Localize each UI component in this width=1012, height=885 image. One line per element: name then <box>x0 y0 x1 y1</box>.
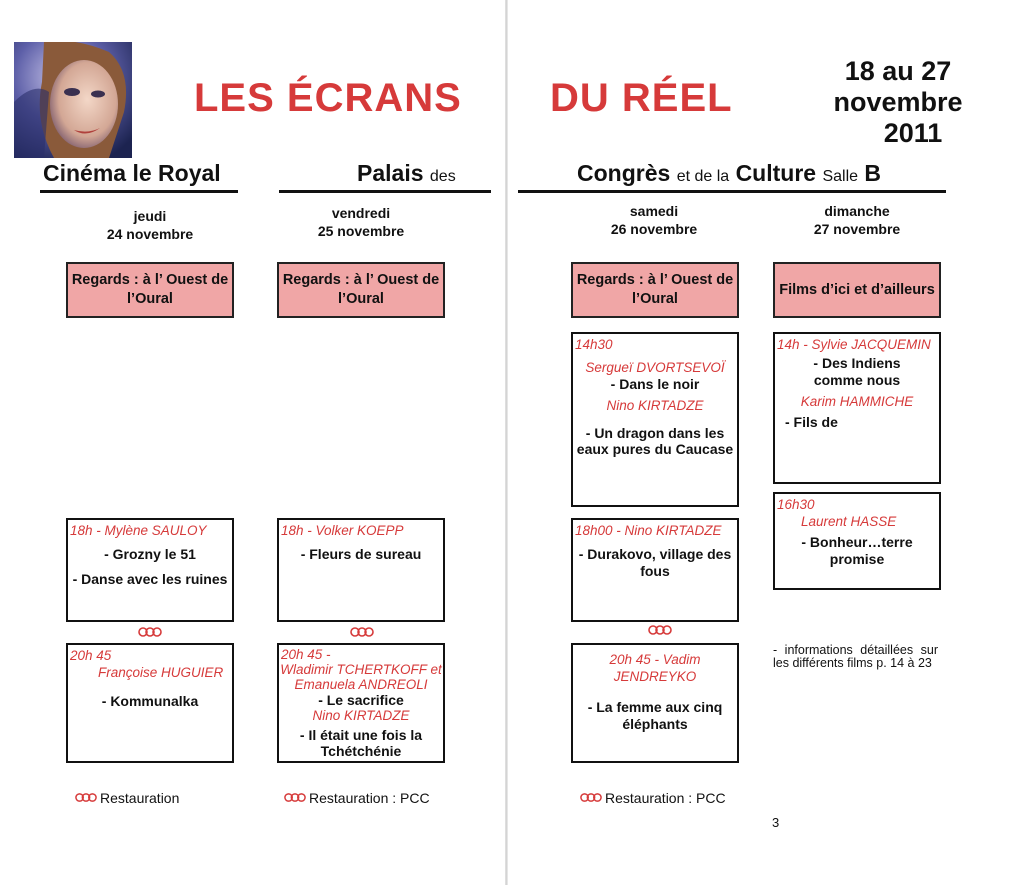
venue-royal: Cinéma le Royal <box>43 160 221 186</box>
rule-palais <box>279 190 491 193</box>
restaurant-rings-icon <box>75 790 97 806</box>
event-time: 16h30 <box>777 497 815 512</box>
film-title: - Le sacrifice <box>318 692 404 708</box>
day-saturday <box>572 202 736 238</box>
event-time: 20h 45 - Vadim JENDREYKO <box>609 652 701 684</box>
film-title: - Il était une fois la Tchétchénie <box>299 727 423 759</box>
film-title: - Danse avec les ruines <box>72 571 228 587</box>
event-time: 18h - Volker KOEPP <box>281 523 404 538</box>
venue-congres <box>577 160 881 190</box>
restaurant-rings-icon <box>138 625 162 643</box>
venue-palais-small: des <box>429 168 456 185</box>
event-thu-20h45 <box>66 643 234 763</box>
day-date: 27 novembre <box>813 221 901 237</box>
event-time: 20h 45 <box>70 648 112 663</box>
section-regards-fri: Regards : à l’ Ouest de l’Oural <box>277 262 445 318</box>
venue-culture-bold: Culture <box>735 160 817 186</box>
page-number: 3 <box>772 815 780 830</box>
event-director: Nino KIRTADZE <box>606 398 704 413</box>
event-sun-14h <box>773 332 941 484</box>
day-weekday: jeudi <box>133 208 167 224</box>
event-time: 18h - Mylène SAULOY <box>70 523 207 538</box>
rule-congres <box>518 190 946 193</box>
film-title: - La femme aux cinq éléphants <box>587 699 723 732</box>
section-regards-sat: Regards : à l’ Ouest de l’Oural <box>571 262 739 318</box>
film-title: - Bonheur…terre promise <box>801 534 913 567</box>
restaurant-rings-icon <box>350 625 374 643</box>
legend-label: Restauration : PCC <box>309 790 430 806</box>
event-director: Françoise HUGUIER <box>98 665 224 680</box>
title-left: LES ÉCRANS <box>194 76 462 120</box>
dates-line-3: 2011 <box>883 118 943 148</box>
day-weekday: samedi <box>629 203 679 219</box>
legend-restauration-pcc <box>580 790 726 806</box>
details-note: - informations détaillées sur les différents films p. 14 à 23 <box>773 643 938 670</box>
venue-palais-bold: Palais <box>357 160 424 186</box>
festival-dates <box>828 56 968 149</box>
event-sat-14h30 <box>571 332 739 507</box>
restaurant-rings-icon <box>284 790 306 806</box>
film-title: - Kommunalka <box>101 693 199 709</box>
venue-salle-small: Salle <box>822 168 859 185</box>
restaurant-rings-icon <box>648 623 672 641</box>
venue-congres-bold: Congrès <box>577 160 671 186</box>
event-sat-18h <box>571 518 739 622</box>
event-fri-18h <box>277 518 445 622</box>
event-time: 14h30 <box>575 337 613 352</box>
venue-congres-small: et de la <box>676 168 730 185</box>
header-photo <box>14 42 132 158</box>
venue-salle-letter: B <box>864 160 882 186</box>
event-director: Sergueï DVORTSEVOÏ <box>585 360 725 375</box>
legend-restauration-pcc <box>284 790 430 806</box>
event-time: 14h - Sylvie JACQUEMIN <box>777 337 931 352</box>
film-title: - Fils de <box>785 414 838 430</box>
day-date: 26 novembre <box>610 221 698 237</box>
event-director: Laurent HASSE <box>801 514 897 529</box>
day-friday <box>278 204 444 240</box>
dates-line-1: 18 au 27 <box>844 56 952 86</box>
event-sun-16h30 <box>773 492 941 590</box>
event-director: Karim HAMMICHE <box>800 394 914 409</box>
film-title: - Dans le noir <box>610 376 700 392</box>
event-director: Wladimir TCHERTKOFF et Emanuela ANDREOLI <box>280 662 442 692</box>
title-right: DU RÉEL <box>550 76 733 120</box>
day-sunday <box>774 202 940 238</box>
event-thu-18h <box>66 518 234 622</box>
film-title: - Fleurs de sureau <box>300 546 422 562</box>
event-fri-20h45 <box>277 643 445 763</box>
event-time: 20h 45 - <box>281 647 331 662</box>
day-date: 25 novembre <box>317 223 405 239</box>
page-fold <box>505 0 508 885</box>
rule-royal <box>40 190 238 193</box>
section-regards-thu: Regards : à l’ Ouest de l’Oural <box>66 262 234 318</box>
legend-label: Restauration <box>100 790 180 806</box>
film-title: - Grozny le 51 <box>104 546 196 562</box>
dates-line-2: novembre <box>833 87 963 117</box>
section-films-sun: Films d’ici et d’ailleurs <box>773 262 941 318</box>
film-title: - Des Indiens comme nous <box>813 355 901 388</box>
day-weekday: vendredi <box>331 205 391 221</box>
event-director: Nino KIRTADZE <box>312 708 410 723</box>
legend-label: Restauration : PCC <box>605 790 726 806</box>
film-title: - Durakovo, village des fous <box>578 546 732 579</box>
legend-restauration <box>75 790 179 806</box>
day-date: 24 novembre <box>106 226 194 242</box>
restaurant-rings-icon <box>580 790 602 806</box>
day-weekday: dimanche <box>824 203 890 219</box>
venue-palais <box>357 160 456 190</box>
day-thursday <box>68 207 232 243</box>
film-title: - Un dragon dans les eaux pures du Caucase <box>576 425 734 457</box>
event-time: 18h00 - Nino KIRTADZE <box>575 523 722 538</box>
event-sat-20h45 <box>571 643 739 763</box>
